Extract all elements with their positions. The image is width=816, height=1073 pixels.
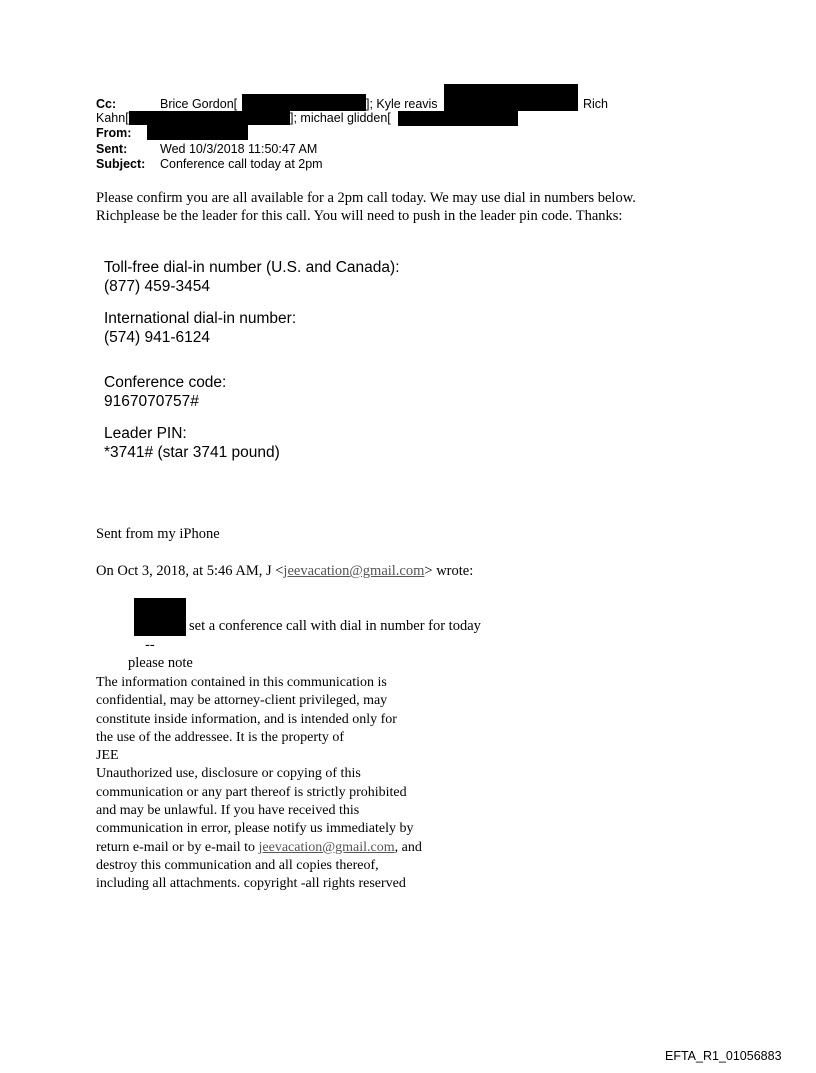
- quote-prefix: On Oct 3, 2018, at 5:46 AM, J <: [96, 563, 284, 579]
- document-id: EFTA_R1_01056883: [665, 1049, 782, 1063]
- from-label: From:: [96, 126, 132, 140]
- intl-number: (574) 941-6124: [104, 329, 210, 346]
- sent-value: Wed 10/3/2018 11:50:47 AM: [160, 142, 318, 156]
- tollfree-label: Toll-free dial-in number (U.S. and Canada):: [104, 259, 400, 276]
- disclaimer: [96, 674, 422, 894]
- please-note: please note: [128, 655, 193, 671]
- conference-code: 9167070757#: [104, 393, 199, 410]
- subject-value: Conference call today at 2pm: [160, 157, 323, 171]
- disclaimer-line: and may be unlawful. If you have received this: [96, 803, 360, 819]
- redaction-box: [129, 111, 290, 125]
- tollfree-number: (877) 459-3454: [104, 278, 210, 295]
- signature: Sent from my iPhone: [96, 526, 220, 542]
- disclaimer-line: confidential, may be attorney-client privileged, may: [96, 693, 388, 709]
- message-line-1: Please confirm you are all available for a 2pm call today. We may use dial in numbers below.: [96, 190, 636, 206]
- cc-recipient-rich: Rich: [583, 97, 609, 111]
- disclaimer-line: communication in error, please notify us immediately by: [96, 821, 414, 837]
- quote-body: set a conference call with dial in number for today: [189, 618, 481, 634]
- cc-recipient-kahn: Kahn[: [96, 111, 129, 125]
- disclaimer-line: communication or any part thereof is strictly prohibited: [96, 784, 407, 800]
- quote-suffix: > wrote:: [424, 563, 474, 579]
- redaction-box: [444, 84, 578, 111]
- cc-recipient-kyle: ]; Kyle reavis: [366, 97, 438, 111]
- intl-label: International dial-in number:: [104, 310, 297, 327]
- redaction-box: [147, 125, 248, 140]
- redaction-box: [398, 111, 518, 126]
- disclaimer-line: constitute inside information, and is intended only for: [96, 711, 397, 727]
- leader-pin-label: Leader PIN:: [104, 425, 187, 442]
- subject-label: Subject:: [96, 157, 146, 171]
- message-line-2: Richplease be the leader for this call. You will need to push in the leader pin code. Thanks:: [96, 208, 623, 224]
- disclaimer-text: , and: [394, 839, 422, 855]
- disclaimer-line: [96, 839, 422, 857]
- disclaimer-line: including all attachments. copyright -all rights reserved: [96, 876, 406, 892]
- quote-dashes: --: [145, 637, 155, 653]
- conference-code-label: Conference code:: [104, 374, 227, 391]
- cc-recipient-brice: Brice Gordon[: [160, 97, 238, 111]
- disclaimer-text: return e-mail or by e-mail to: [96, 839, 259, 855]
- redaction-box: [134, 598, 186, 636]
- disclaimer-line: the use of the addressee. It is the property of: [96, 729, 345, 745]
- cc-recipient-michael: ]; michael glidden[: [290, 111, 391, 125]
- disclaimer-line: JEE: [96, 748, 119, 764]
- quote-email-link[interactable]: jeevacation@gmail.com: [283, 563, 425, 579]
- disclaimer-line: Unauthorized use, disclosure or copying of this: [96, 766, 361, 782]
- cc-label: Cc:: [96, 97, 117, 111]
- disclaimer-email-link[interactable]: jeevacation@gmail.com: [258, 839, 395, 855]
- redaction-box: [242, 94, 366, 111]
- disclaimer-line: The information contained in this communication is: [96, 675, 387, 690]
- quote-attribution: [96, 563, 473, 580]
- leader-pin: *3741# (star 3741 pound): [104, 444, 280, 461]
- disclaimer-line: destroy this communication and all copies thereof,: [96, 857, 379, 873]
- sent-label: Sent:: [96, 142, 128, 156]
